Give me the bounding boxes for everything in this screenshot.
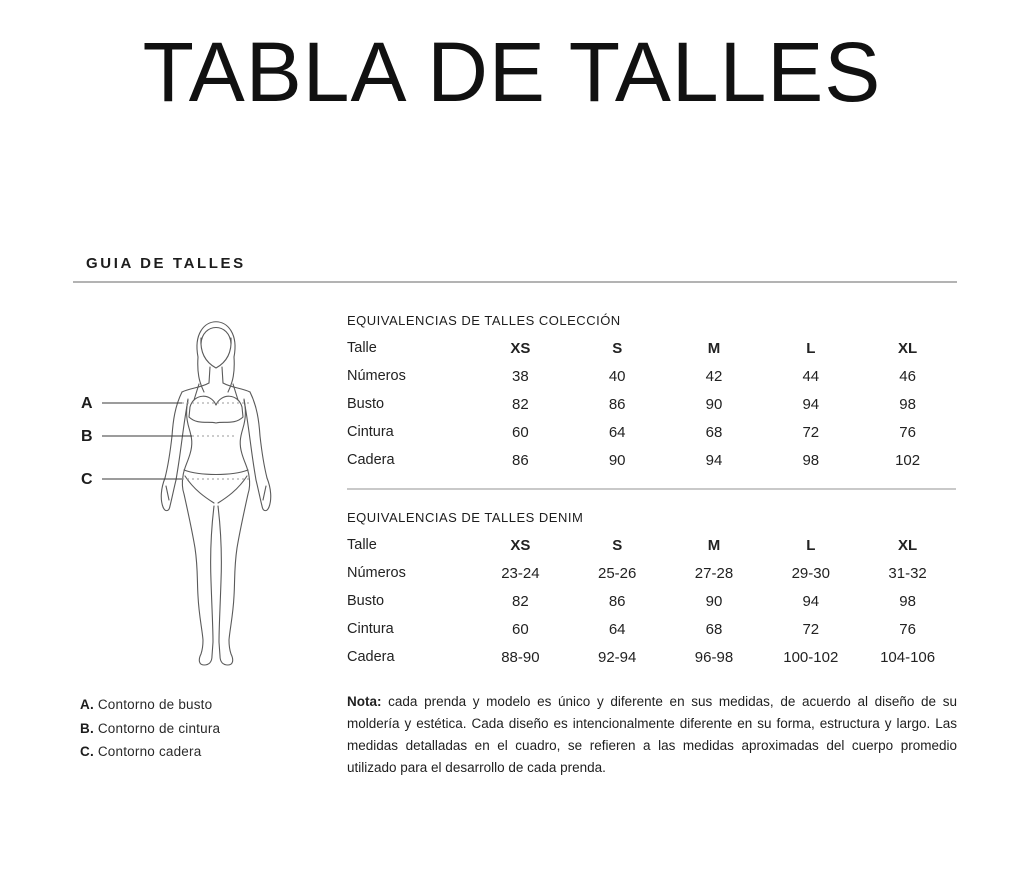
table-row — [347, 362, 956, 390]
table-cell: 86 — [608, 395, 626, 413]
table-cell: 90 — [705, 592, 723, 610]
legend-text: Contorno de busto — [97, 697, 213, 712]
table-cell: 60 — [512, 423, 529, 441]
table-cell: 27-28 — [694, 564, 734, 582]
table-cell: 88-90 — [501, 648, 540, 666]
table-cell: 104-106 — [880, 648, 936, 666]
column-header: M — [707, 536, 721, 554]
table-cell: 40 — [608, 367, 626, 385]
note-label: Nota: — [347, 694, 382, 709]
marker-c-label: C — [81, 471, 93, 488]
row-label: Números — [347, 368, 406, 384]
collection-size-table — [347, 334, 956, 474]
table-row — [347, 587, 956, 615]
table-cell: 92-94 — [598, 648, 637, 666]
column-header: S — [612, 536, 623, 554]
table-cell: 72 — [802, 620, 820, 638]
row-label: Busto — [347, 396, 385, 412]
column-header: XS — [510, 339, 531, 357]
table-row — [347, 559, 956, 587]
column-header: Talle — [347, 537, 377, 553]
legend-letter: C. — [80, 744, 94, 759]
page-title: TABLA DE TALLES — [142, 25, 882, 119]
column-header: L — [806, 536, 816, 554]
legend-text: Contorno de cintura — [97, 720, 221, 736]
table-cell: 64 — [608, 423, 626, 441]
table-cell: 76 — [899, 620, 916, 638]
table-cell: 23-24 — [501, 564, 540, 582]
marker-b-label: B — [81, 428, 93, 445]
table-cell: 98 — [899, 592, 916, 610]
table-cell: 64 — [608, 620, 626, 638]
table-cell: 98 — [802, 451, 820, 469]
table-cell: 82 — [512, 395, 529, 413]
column-header: S — [612, 339, 623, 357]
table-cell: 96-98 — [694, 648, 734, 666]
legend-item-waist — [80, 717, 220, 741]
row-label: Cintura — [347, 621, 394, 637]
denim-size-table — [347, 531, 956, 671]
table-cell: 25-26 — [598, 564, 637, 582]
table-row — [347, 418, 956, 446]
note-paragraph — [347, 691, 957, 779]
column-header: Talle — [347, 340, 377, 356]
collection-table-heading: EQUIVALENCIAS DE TALLES COLECCIÓN — [347, 313, 621, 328]
table-cell: 94 — [802, 395, 820, 413]
column-header: XL — [898, 536, 918, 554]
column-header: M — [707, 339, 721, 357]
legend-letter: B. — [80, 720, 94, 736]
table-cell: 68 — [705, 423, 723, 441]
measurement-legend — [80, 693, 220, 764]
table-row — [347, 643, 956, 671]
size-tables-column — [347, 305, 956, 671]
column-header: XS — [510, 536, 531, 554]
table-cell: 90 — [705, 395, 723, 413]
row-label: Números — [347, 565, 406, 581]
table-row — [347, 390, 956, 418]
table-cell: 31-32 — [888, 564, 927, 582]
table-cell: 102 — [895, 451, 921, 469]
body-measurement-figure — [78, 296, 348, 676]
table-cell: 60 — [512, 620, 529, 638]
table-cell: 38 — [512, 367, 529, 385]
row-label: Cadera — [347, 649, 395, 665]
legend-item-bust — [80, 693, 220, 717]
table-cell: 82 — [512, 592, 529, 610]
legend-item-hip — [80, 740, 220, 764]
table-cell: 46 — [899, 367, 916, 385]
size-guide-heading: GUIA DE TALLES — [86, 255, 246, 272]
table-cell: 98 — [899, 395, 916, 413]
table-cell: 86 — [512, 451, 529, 469]
table-cell: 94 — [705, 451, 723, 469]
table-cell: 90 — [608, 451, 626, 469]
table-cell: 86 — [608, 592, 626, 610]
row-label: Cadera — [347, 452, 395, 468]
table-divider — [347, 488, 956, 490]
body-outline — [161, 322, 270, 665]
table-cell: 72 — [802, 423, 820, 441]
legend-text: Contorno cadera — [97, 744, 202, 759]
row-label: Cintura — [347, 424, 394, 440]
marker-a-label: A — [81, 395, 93, 412]
table-header-row — [347, 334, 956, 362]
table-cell: 29-30 — [791, 564, 830, 582]
table-cell: 44 — [802, 367, 820, 385]
table-cell: 94 — [802, 592, 820, 610]
denim-table-heading: EQUIVALENCIAS DE TALLES DENIM — [347, 510, 584, 525]
croquis-illustration — [78, 296, 348, 676]
note-text: cada prenda y modelo es único y diferente en sus medidas, de acuerdo al diseño de su moldería y estética. Cada diseño es intencionalmente diferente en su forma, estructura y largo. Las medidas detalladas en el cuadro, se refieren a las medidas aproximadas del cuerpo promedio utilizado para el desarrollo de cada prenda. — [347, 694, 957, 775]
column-header: L — [806, 339, 816, 357]
table-row — [347, 615, 956, 643]
table-header-row — [347, 531, 956, 559]
legend-letter: A. — [80, 697, 94, 712]
column-header: XL — [898, 339, 918, 357]
row-label: Busto — [347, 593, 385, 609]
table-row — [347, 446, 956, 474]
table-cell: 100-102 — [783, 648, 839, 666]
table-cell: 76 — [899, 423, 916, 441]
section-divider — [73, 281, 957, 283]
table-cell: 42 — [705, 367, 723, 385]
table-cell: 68 — [705, 620, 723, 638]
